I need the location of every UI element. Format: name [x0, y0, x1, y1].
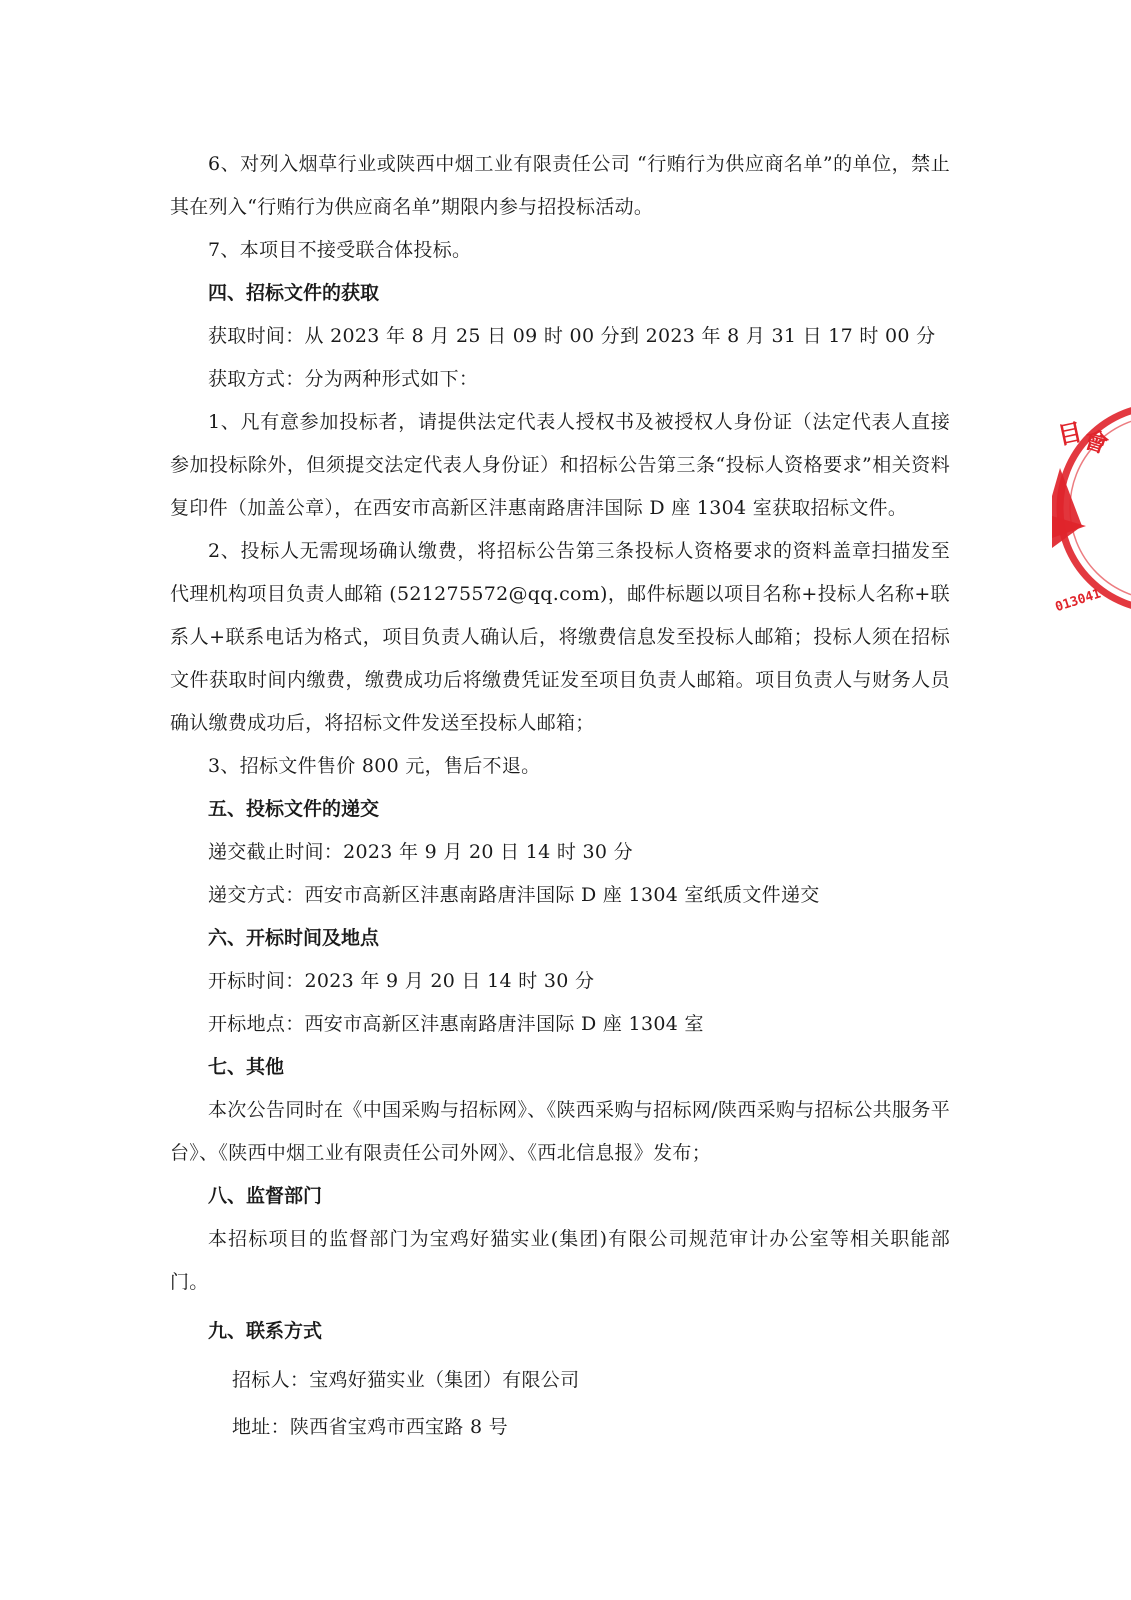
address-line: 地址：陕西省宝鸡市西宝路 8 号	[232, 1416, 508, 1438]
section-heading-5: 五、投标文件的递交	[208, 798, 380, 820]
supervision-note: 本招标项目的监督部门为宝鸡好猫实业(集团)有限公司规范审计办公室等相关职能部门。	[170, 1228, 950, 1293]
seal-icon	[1052, 398, 1131, 623]
submit-method: 递交方式：西安市高新区沣惠南路唐沣国际 D 座 1304 室纸质文件递交	[208, 884, 820, 906]
paragraph-item-7: 7、本项目不接受联合体投标。	[208, 239, 472, 261]
tenderer-line: 招标人：宝鸡好猫实业（集团）有限公司	[232, 1369, 580, 1391]
method-item-3: 3、招标文件售价 800 元，售后不退。	[208, 755, 541, 777]
section-heading-7: 七、其他	[208, 1056, 285, 1078]
opening-place: 开标地点：西安市高新区沣惠南路唐沣国际 D 座 1304 室	[208, 1013, 704, 1035]
svg-text:會: 會	[1080, 424, 1113, 460]
section-heading-6: 六、开标时间及地点	[208, 927, 380, 949]
acquire-method: 获取方式：分为两种形式如下：	[208, 368, 479, 390]
section-heading-9: 九、联系方式	[208, 1320, 323, 1342]
official-seal-fragment	[1052, 398, 1131, 623]
acquire-time: 获取时间：从 2023 年 8 月 25 日 09 时 00 分到 2023 年 8 月 31 日 17 时 00 分	[208, 325, 936, 347]
section-heading-4: 四、招标文件的获取	[208, 282, 380, 304]
document-body	[170, 143, 950, 1451]
opening-time: 开标时间：2023 年 9 月 20 日 14 时 30 分	[208, 970, 595, 992]
paragraph-item-6: 6、对列入烟草行业或陕西中烟工业有限责任公司 “行贿行为供应商名单”的单位，禁止其在列入“行贿行为供应商名单”期限内参与招投标活动。	[170, 153, 950, 218]
publication-note: 本次公告同时在《中国采购与招标网》、《陕西采购与招标网/陕西采购与招标公共服务平台》、《陕西中烟工业有限责任公司外网》、《西北信息报》发布；	[170, 1099, 950, 1164]
method-item-1: 1、凡有意参加投标者，请提供法定代表人授权书及被授权人身份证（法定代表人直接参加投标除外，但须提交法定代表人身份证）和招标公告第三条“投标人资格要求”相关资料复印件（加盖公章），在西安市高新区沣惠南路唐沣国际 D 座 1304 室获取招标文件。	[170, 411, 950, 519]
section-heading-8: 八、监督部门	[208, 1185, 323, 1207]
method-item-2: 2、投标人无需现场确认缴费，将招标公告第三条投标人资格要求的资料盖章扫描发至代理机构项目负责人邮箱 (521275572@qq.com)，邮件标题以项目名称+投标人名称+联系人+联系电话为格式，项目负责人确认后，将缴费信息发至投标人邮箱；投标人须在招标文件获取时间内缴费，缴费成功后将缴费凭证发至项目负责人邮箱。项目负责人与财务人员确认缴费成功后，将招标文件发送至投标人邮箱；	[170, 540, 950, 734]
svg-text:013041: 013041	[1053, 586, 1103, 616]
svg-text:目: 目	[1055, 416, 1085, 451]
submit-deadline: 递交截止时间：2023 年 9 月 20 日 14 时 30 分	[208, 841, 633, 863]
